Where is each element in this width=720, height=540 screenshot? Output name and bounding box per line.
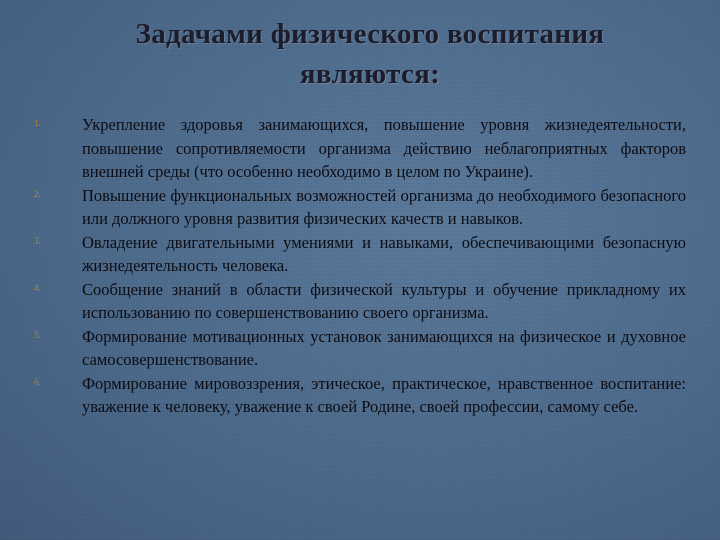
slide-title-line-1: Задачами физического воспитания: [135, 18, 605, 50]
list-item-number: 2.: [34, 188, 41, 199]
list-item-number: 6.: [34, 376, 41, 387]
tasks-list: [34, 113, 686, 419]
list-item-number: 1.: [34, 118, 41, 128]
list-item: [34, 372, 686, 419]
list-item-text: Сообщение знаний в области физической культуры и обучение прикладному их использованию по совершенствованию своего организма.: [82, 279, 686, 322]
list-item: [34, 113, 686, 184]
list-item-text: Формирование мотивационных установок занимающихся на физическое и духовное самосовершенствование.: [82, 326, 686, 369]
list-item-text: Укрепление здоровья занимающихся, повышение уровня жизнедеятельности, повышение сопротивляемости организма действию неблагоприятных факторов внешней среды (что особенно необходимо в целом по Украине).: [82, 115, 686, 181]
list-item: [34, 278, 686, 325]
list-item-text: Овладение двигательными умениями и навыками, обеспечивающими безопасную жизнедеятельность человека.: [82, 232, 686, 275]
list-item: [34, 184, 686, 231]
slide-title-line-2: являются:: [299, 58, 441, 90]
list-item-text: Повышение функциональных возможностей организма до необходимого безопасного или должного уровня развития физических качеств и навыков.: [82, 185, 686, 228]
list-item: [34, 231, 686, 278]
list-item-number: 5.: [34, 329, 41, 340]
slide-title: [60, 14, 680, 94]
list-item-text: Формирование мировоззрения, этическое, практическое, нравственное воспитание: уважение к человеку, уважение к своей Родине, своей профессии, самому себе.: [82, 373, 686, 416]
list-item: [34, 325, 686, 372]
list-item-number: 4.: [34, 282, 41, 293]
list-item-number: 3.: [34, 235, 41, 246]
